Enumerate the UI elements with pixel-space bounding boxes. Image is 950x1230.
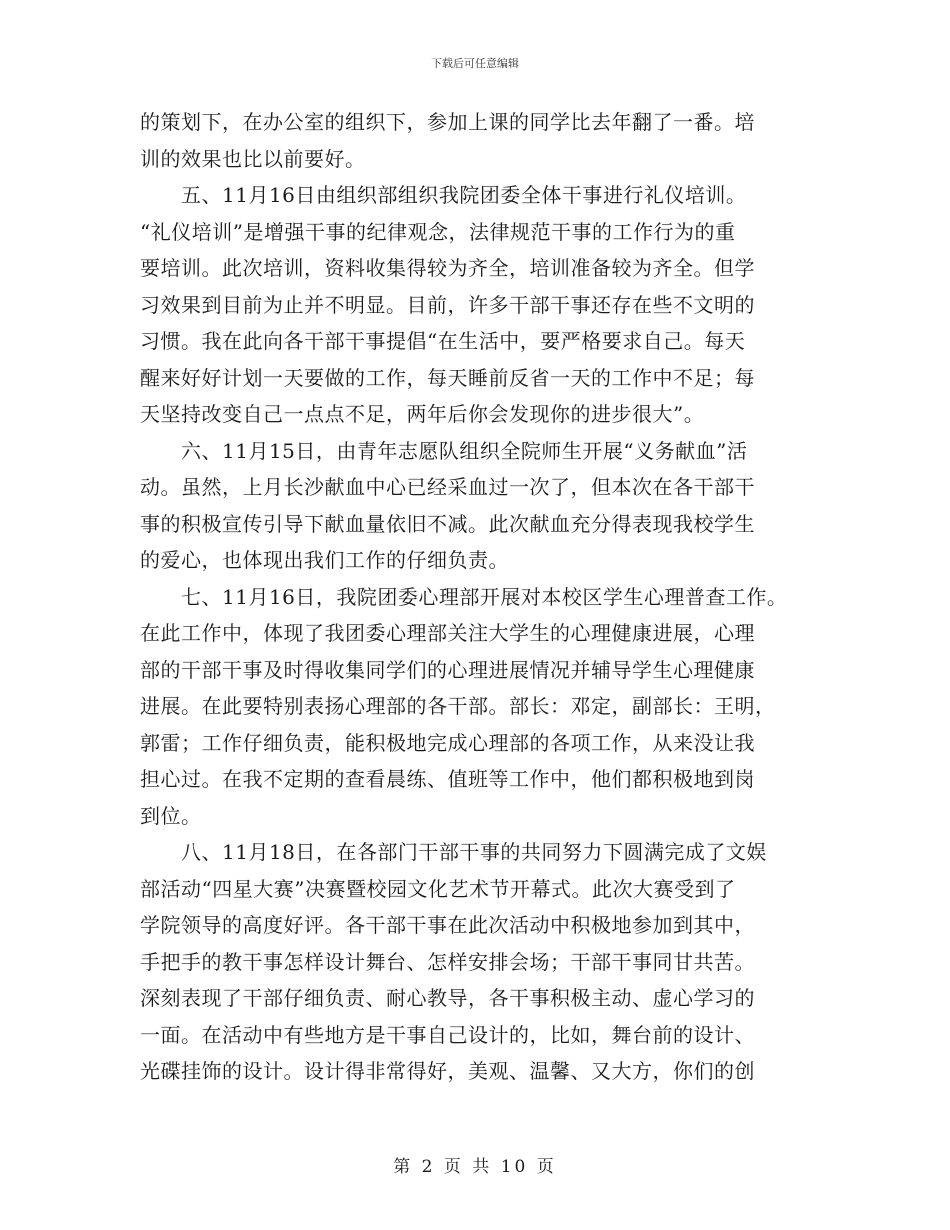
text-line: 进展。在此要特别表扬心理部的各干部。部长：邓定，副部长：王明， [140, 694, 776, 718]
text-line: 到位。 [140, 803, 202, 828]
text-line: 的爱心，也体现出我们工作的仔细负责。 [140, 548, 509, 572]
text-line: 醒来好好计划一天要做的工作，每天睡前反省一天的工作中不足；每 [140, 365, 755, 390]
text-line: 习效果到目前为止并不明显。目前，许多干部干事还存在些不文明的 [140, 292, 755, 317]
text-line: 动。虽然，上月长沙献血中心已经采血过一次了，但本次在各干部干 [140, 475, 755, 499]
text-line: 五、11月16日由组织部组织我院团委全体干事进行礼仪培训。 [140, 183, 747, 207]
text-line: 的策划下，在办公室的组织下，参加上课的同学比去年翻了一番。培 [140, 110, 755, 134]
text-line: 六、11月15日，由青年志愿队组织全院师生开展“义务献血”活 [140, 438, 748, 463]
page-number: 第 2 页 共 10 页 [393, 1157, 557, 1177]
page-header: 下载后可任意编辑 [431, 57, 519, 70]
text-line: “礼仪培训”是增强干事的纪律观念，法律规范干事的工作行为的重 [140, 219, 736, 244]
text-line: 部活动“四星大赛”决赛暨校园文化艺术节开幕式。此次大赛受到了 [140, 876, 736, 901]
text-line: 学院领导的高度好评。各干部干事在此次活动中积极地参加到其中， [140, 913, 755, 937]
text-line: 八、11月18日，在各部门干部干事的共同努力下圆满完成了文娱 [140, 840, 767, 864]
text-line: 要培训。此次培训，资料收集得较为齐全，培训准备较为齐全。但学 [140, 256, 755, 280]
text-line: 部的干部干事及时得收集同学们的心理进展情况并辅导学生心理健康 [140, 657, 755, 682]
text-line: 手把手的教干事怎样设计舞台、怎样安排会场；干部干事同甘共苦。 [140, 949, 755, 974]
text-line: 深刻表现了干部仔细负责、耐心教导，各干事积极主动、虚心学习的 [140, 986, 755, 1010]
text-line: 习惯。我在此向各干部干事提倡“在生活中，要严格要求自己。每天 [140, 329, 746, 353]
document-body [140, 104, 820, 1090]
text-line: 在此工作中，体现了我团委心理部关注大学生的心理健康进展，心理 [140, 621, 755, 645]
text-line: 天坚持改变自己一点点不足，两年后你会发现你的进步很大”。 [140, 402, 705, 426]
text-line: 训的效果也比以前要好。 [140, 146, 366, 171]
text-line: 郭雷；工作仔细负责，能积极地完成心理部的各项工作，从来没让我 [140, 730, 755, 755]
text-line: 事的积极宣传引导下献血量依旧不减。此次献血充分得表现我校学生 [140, 511, 755, 536]
text-line: 一面。在活动中有些地方是干事自己设计的，比如，舞台前的设计、 [140, 1022, 755, 1047]
text-line: 担心过。在我不定期的查看晨练、值班等工作中，他们都积极地到岗 [140, 767, 755, 791]
text-line: 七、11月16日，我院团委心理部开展对本校区学生心理普查工作。 [140, 584, 788, 609]
text-line: 光碟挂饰的设计。设计得非常得好，美观、温馨、又大方，你们的创 [140, 1059, 755, 1083]
